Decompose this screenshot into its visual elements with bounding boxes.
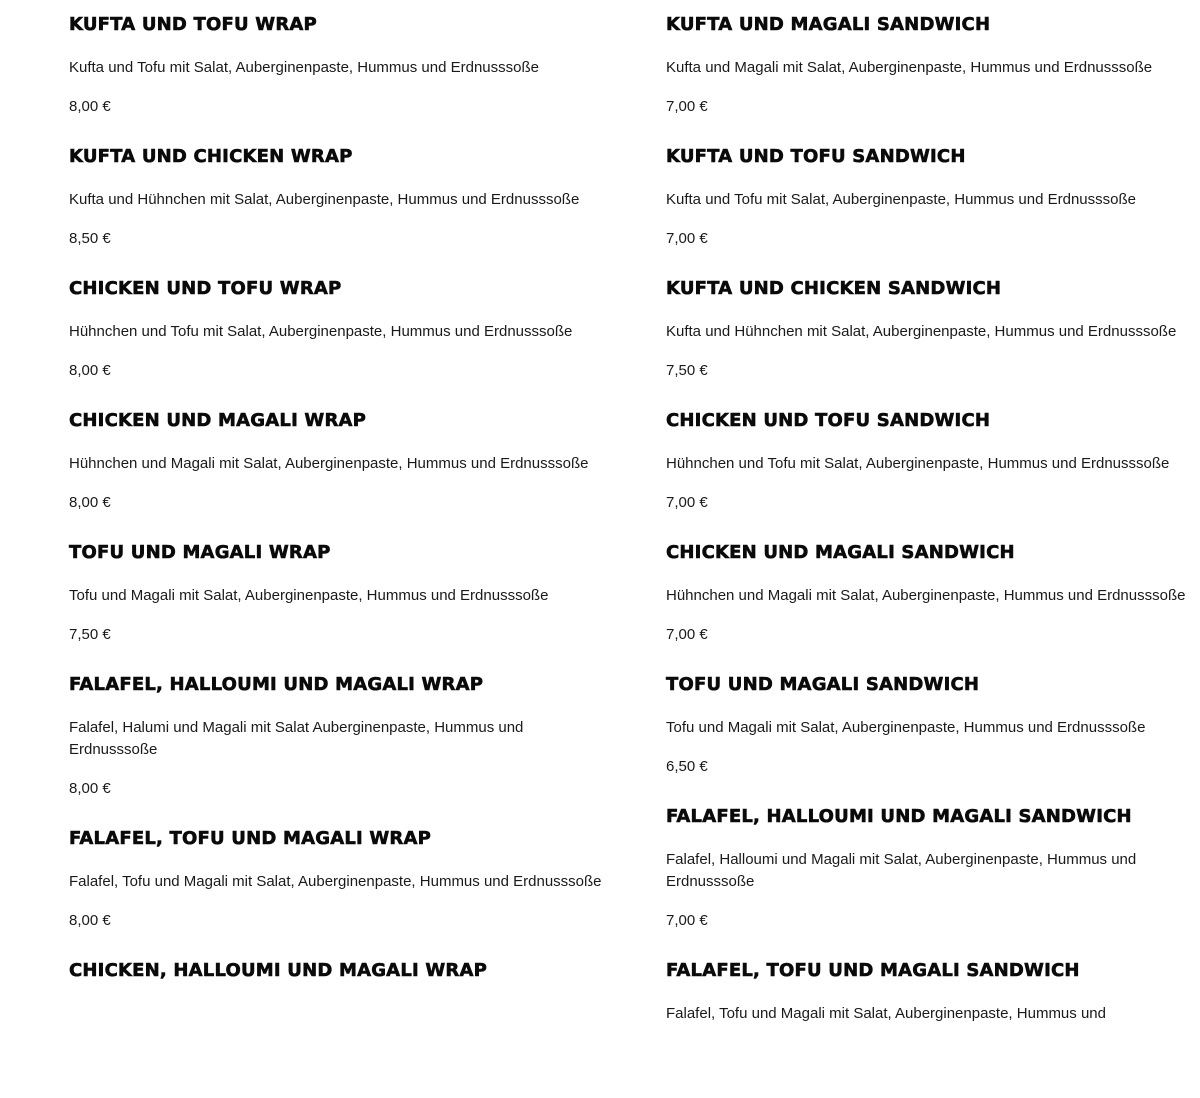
item-title: FALAFEL, HALLOUMI UND MAGALI SANDWICH — [666, 806, 1132, 827]
menu-item[interactable] — [666, 672, 1191, 778]
item-description: Hühnchen und Tofu mit Salat, Auberginenpaste, Hummus und Erdnusssoße — [666, 455, 1170, 472]
item-description: Kufta und Tofu mit Salat, Auberginenpaste, Hummus und Erdnusssoße — [666, 191, 1136, 208]
menu-item[interactable] — [69, 12, 609, 118]
menu-item[interactable] — [666, 12, 1191, 118]
item-description: Kufta und Magali mit Salat, Auberginenpaste, Hummus und Erdnusssoße — [666, 59, 1153, 76]
item-description: Hühnchen und Magali mit Salat, Auberginenpaste, Hummus und Erdnusssoße — [69, 455, 589, 472]
item-title: KUFTA UND TOFU SANDWICH — [666, 146, 966, 167]
item-title: CHICKEN UND MAGALI SANDWICH — [666, 542, 1015, 563]
item-title: TOFU UND MAGALI SANDWICH — [666, 674, 980, 695]
item-description: Tofu und Magali mit Salat, Auberginenpaste, Hummus und Erdnusssoße — [666, 719, 1146, 736]
wrap-column — [69, 12, 609, 1010]
item-price: 8,00 € — [69, 780, 111, 797]
item-description: Falafel, Halumi und Magali mit Salat Auberginenpaste, Hummus und Erdnusssoße — [69, 719, 524, 758]
item-price: 8,00 € — [69, 494, 111, 511]
item-title: TOFU UND MAGALI WRAP — [69, 542, 331, 563]
item-price: 7,00 € — [666, 494, 708, 511]
item-price: 8,00 € — [69, 362, 111, 379]
item-price: 6,50 € — [666, 758, 708, 775]
item-description: Falafel, Halloumi und Magali mit Salat, Auberginenpaste, Hummus und Erdnusssoße — [666, 851, 1137, 890]
item-price: 8,50 € — [69, 230, 111, 247]
item-description: Hühnchen und Magali mit Salat, Auberginenpaste, Hummus und Erdnusssoße — [666, 587, 1186, 604]
menu-item[interactable] — [666, 144, 1191, 250]
menu-item[interactable] — [666, 540, 1191, 646]
item-price: 8,00 € — [69, 98, 111, 115]
item-title: CHICKEN UND TOFU SANDWICH — [666, 410, 991, 431]
menu-item[interactable] — [69, 144, 609, 250]
item-description: Hühnchen und Tofu mit Salat, Auberginenpaste, Hummus und Erdnusssoße — [69, 323, 573, 340]
item-description: Tofu und Magali mit Salat, Auberginenpaste, Hummus und Erdnusssoße — [69, 587, 549, 604]
sandwich-column — [666, 12, 1191, 1051]
menu-item[interactable] — [666, 958, 1191, 1025]
menu-item[interactable] — [69, 958, 609, 984]
item-description: Kufta und Tofu mit Salat, Auberginenpaste, Hummus und Erdnusssoße — [69, 59, 539, 76]
item-title: KUFTA UND CHICKEN WRAP — [69, 146, 353, 167]
menu-item[interactable] — [666, 276, 1191, 382]
menu-item[interactable] — [69, 408, 609, 514]
item-price: 8,00 € — [69, 912, 111, 929]
item-price: 7,00 € — [666, 912, 708, 929]
menu-item[interactable] — [69, 672, 609, 800]
item-title: CHICKEN, HALLOUMI UND MAGALI WRAP — [69, 960, 487, 981]
menu-item[interactable] — [666, 804, 1191, 932]
item-title: FALAFEL, HALLOUMI UND MAGALI WRAP — [69, 674, 484, 695]
item-title: CHICKEN UND TOFU WRAP — [69, 278, 342, 299]
item-title: KUFTA UND CHICKEN SANDWICH — [666, 278, 1002, 299]
item-title: FALAFEL, TOFU UND MAGALI SANDWICH — [666, 960, 1080, 981]
item-title: CHICKEN UND MAGALI WRAP — [69, 410, 367, 431]
item-price: 7,00 € — [666, 98, 708, 115]
item-description: Kufta und Hühnchen mit Salat, Auberginenpaste, Hummus und Erdnusssoße — [666, 323, 1177, 340]
menu-item[interactable] — [69, 826, 609, 932]
item-price: 7,50 € — [69, 626, 111, 643]
menu-item[interactable] — [69, 540, 609, 646]
item-price: 7,00 € — [666, 626, 708, 643]
menu-item[interactable] — [69, 276, 609, 382]
item-description: Falafel, Tofu und Magali mit Salat, Auberginenpaste, Hummus und Erdnusssoße — [69, 873, 602, 890]
item-price: 7,00 € — [666, 230, 708, 247]
item-description: Kufta und Hühnchen mit Salat, Auberginenpaste, Hummus und Erdnusssoße — [69, 191, 580, 208]
menu-item[interactable] — [666, 408, 1191, 514]
item-title: KUFTA UND MAGALI SANDWICH — [666, 14, 991, 35]
item-title: KUFTA UND TOFU WRAP — [69, 14, 317, 35]
item-title: FALAFEL, TOFU UND MAGALI WRAP — [69, 828, 431, 849]
item-description: Falafel, Tofu und Magali mit Salat, Auberginenpaste, Hummus und — [666, 1005, 1106, 1022]
item-price: 7,50 € — [666, 362, 708, 379]
